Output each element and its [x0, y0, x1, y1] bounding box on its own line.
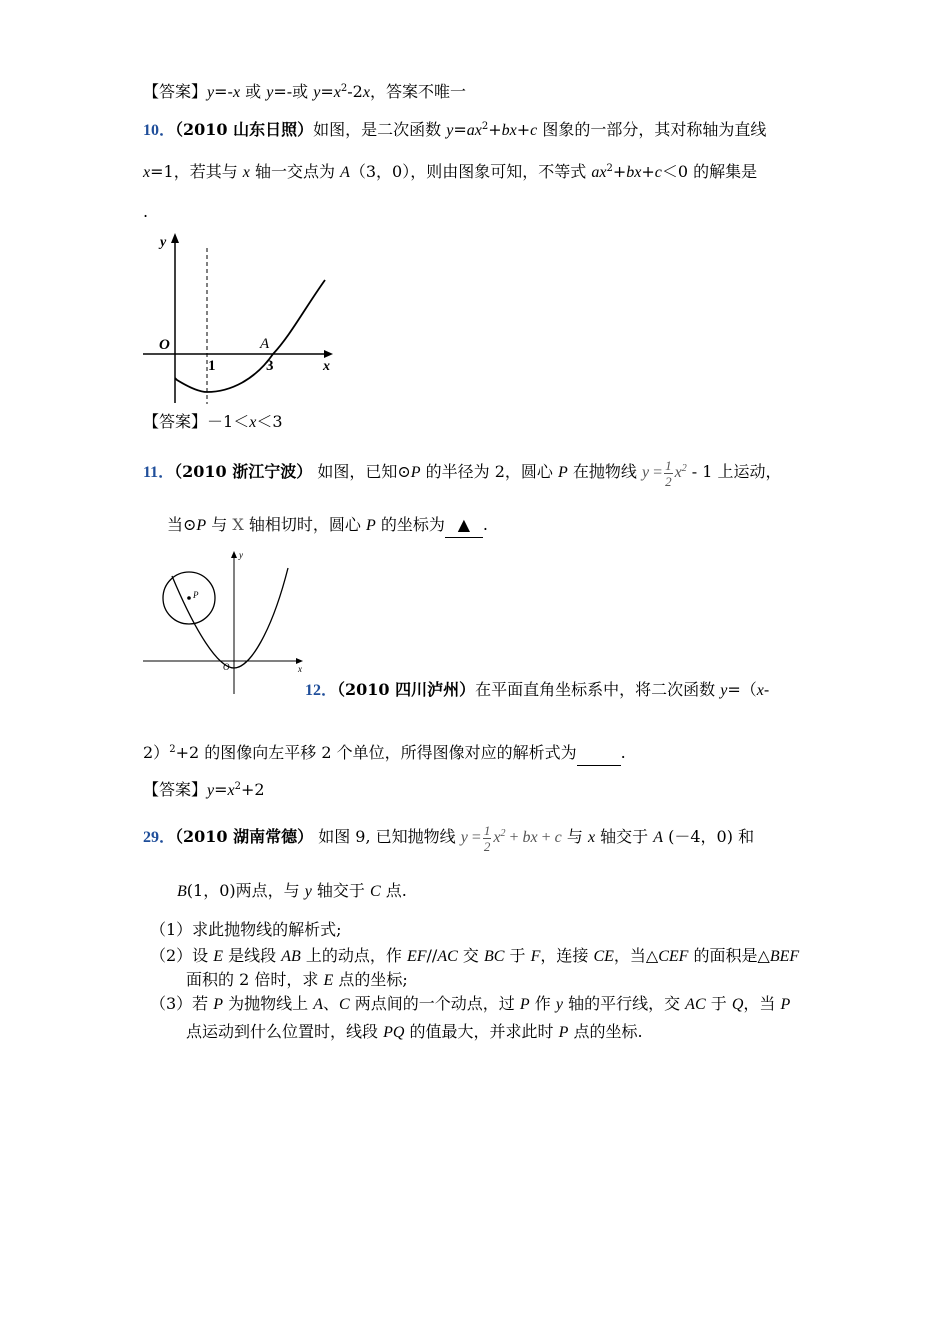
q29-line1: 29．（2010 湖南常德） 如图 9, 已知抛物线 y = $\frac{1}{2}$ $x^2$ + bx + c 与 x 轴交于 A (－4，0) 和 [143, 822, 755, 854]
q10-line3: . [143, 202, 149, 221]
q12-line2: 2）$^2$+2 的图像向左平移 2 个单位，所得图像对应的解析式为 . [143, 741, 626, 766]
question-source: （2010 山东日照） [175, 120, 314, 139]
question-number: 12． [305, 682, 338, 699]
fraction-one-half: $\frac{1}{2}$ [483, 822, 491, 854]
y-axis-label: y [160, 235, 167, 250]
parabola-curve [175, 280, 325, 392]
parabola-equation: y = $\frac{1}{2}$ $x^2$ [641, 457, 687, 489]
question-source: （2010 四川泸州） [337, 680, 476, 699]
question-number: 10． [143, 122, 176, 139]
answer-bracket: 【答案】 [143, 780, 208, 799]
q29-sub3: （3）若 P 为抛物线上 A、C 两点间的一个动点，过 P 作 y 轴的平行线，交 AC 于 Q，当 P [150, 994, 791, 1013]
answer-blank[interactable]: ▲ [445, 513, 483, 538]
x-axis-label: x [323, 359, 330, 374]
answer-line-top: 【答案】y=-x 或 y=-或 $y=x^2-2x$，答案不唯一 [143, 82, 466, 101]
origin-label: O [223, 662, 230, 672]
point-a-label: A [260, 336, 270, 352]
center-point-p [187, 596, 191, 600]
q29-sub3-line2: 点运动到什么位置时，线段 PQ 的值最大，并求此时 P 点的坐标. [186, 1022, 643, 1041]
parabola-equation: y = $\frac{1}{2}$ $x^2$ + bx + c [460, 822, 562, 854]
q11-line1: 11．（2010 浙江宁波） 如图，已知⊙P 的半径为 2，圆心 P 在抛物线 y = $\frac{1}{2}$ $x^2 - 1$ 上运动， [143, 457, 782, 489]
origin-label: O [159, 337, 170, 353]
q29-sub2-line2: 面积的 2 倍时，求 E 点的坐标; [186, 970, 408, 989]
q11-line2: 当⊙P 与 X 轴相切时，圆心 P 的坐标为 ▲ . [167, 513, 488, 538]
point-p-label: P [193, 590, 199, 600]
x-axis-label: x [298, 664, 302, 674]
q11-circle-parabola-figure [140, 546, 310, 696]
q29-sub2: （2）设 E 是线段 AB 上的动点，作 EF//AC 交 BC 于 F，连接 CE，当△CEF 的面积是△BEF [150, 946, 800, 965]
q10-line1: 10．（2010 山东日照）如图，是二次函数 $y=ax^2+bx+c$ 图象的一部分，其对称轴为直线 [143, 120, 767, 139]
tick-label-1: 1 [208, 358, 216, 374]
y-axis-arrow-icon [171, 233, 179, 243]
q10-line2: x=1，若其与 x 轴一交点为 A（3，0），则由图象可知，不等式 $ax^2+bx+c<0$ 的解集是 [143, 162, 758, 181]
answer-bracket: 【答案】 [143, 82, 208, 101]
question-number: 29． [143, 829, 176, 846]
fraction-one-half: $\frac{1}{2}$ [665, 457, 672, 489]
answer-blank[interactable] [577, 741, 621, 766]
q29-sub1: （1）求此抛物线的解析式; [150, 920, 342, 939]
y-axis-label: y [239, 550, 243, 560]
question-source: （2010 浙江宁波） [174, 462, 313, 481]
y-axis-arrow-icon [231, 551, 237, 558]
parabola-curve [172, 568, 288, 668]
q29-line2: B(1，0)两点，与 y 轴交于 C 点. [177, 881, 407, 900]
tick-label-3: 3 [266, 358, 274, 374]
x-axis-arrow-icon [324, 350, 333, 358]
q12-line1: 12．（2010 四川泸州）在平面直角坐标系中，将二次函数 y=（x- [305, 680, 770, 699]
q10-answer: 【答案】－1＜x＜3 [143, 412, 283, 431]
question-source: （2010 湖南常德） [175, 827, 314, 846]
answer-bracket: 【答案】 [143, 412, 208, 431]
q10-parabola-figure [140, 228, 340, 408]
question-number: 11． [143, 464, 175, 481]
q12-answer: 【答案】$y=x^2+2$ [143, 780, 265, 799]
